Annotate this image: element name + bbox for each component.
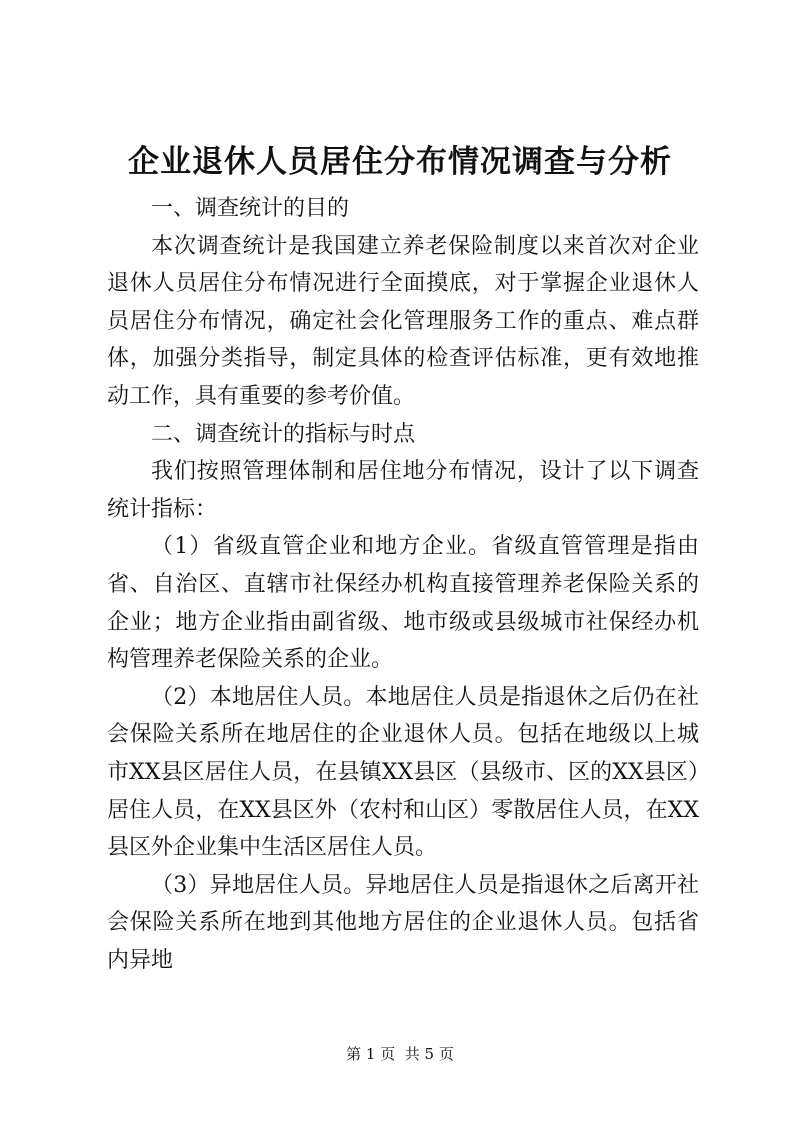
paragraph-item-2: （2）本地居住人员。本地居住人员是指退休之后仍在社会保险关系所在地居住的企业退休人员。包括在地级以上城市XX县区居住人员，在县镇XX县区（县级市、区的XX县区）居住人员，在XX县区外（农村和山区）零散居住人员，在XX县区外企业集中生活区居住人员。 [107,684,699,861]
section-heading-2: 二、调查统计的指标与时点 [151,421,416,447]
page-number: 第 1 页 共 5 页 [346,1045,454,1063]
paragraph-indicators-intro: 我们按照管理体制和居住地分布情况，设计了以下调查统计指标： [107,459,699,522]
paragraph-item-3: （3）异地居住人员。异地居住人员是指退休之后离开社会保险关系所在地到其他地方居住的企业退休人员。包括省内异地 [107,872,699,973]
paragraph-item-1: （1）省级直管企业和地方企业。省级直管管理是指由省、自治区、直辖市社保经办机构直接管理养老保险关系的企业；地方企业指由副省级、地市级或县级城市社保经办机构管理养老保险关系的企业。 [107,534,699,673]
page-footer [0,1044,800,1064]
document-body [107,190,699,979]
paragraph-purpose: 本次调查统计是我国建立养老保险制度以来首次对企业退休人员居住分布情况进行全面摸底，对于掌握企业退休人员居住分布情况，确定社会化管理服务工作的重点、难点群体，加强分类指导，制定具体的检查评估标准，更有效地推动工作，具有重要的参考价值。 [107,233,699,409]
section-heading-1: 一、调查统计的目的 [151,196,350,221]
document-title: 企业退休人员居住分布情况调查与分析 [128,144,672,180]
